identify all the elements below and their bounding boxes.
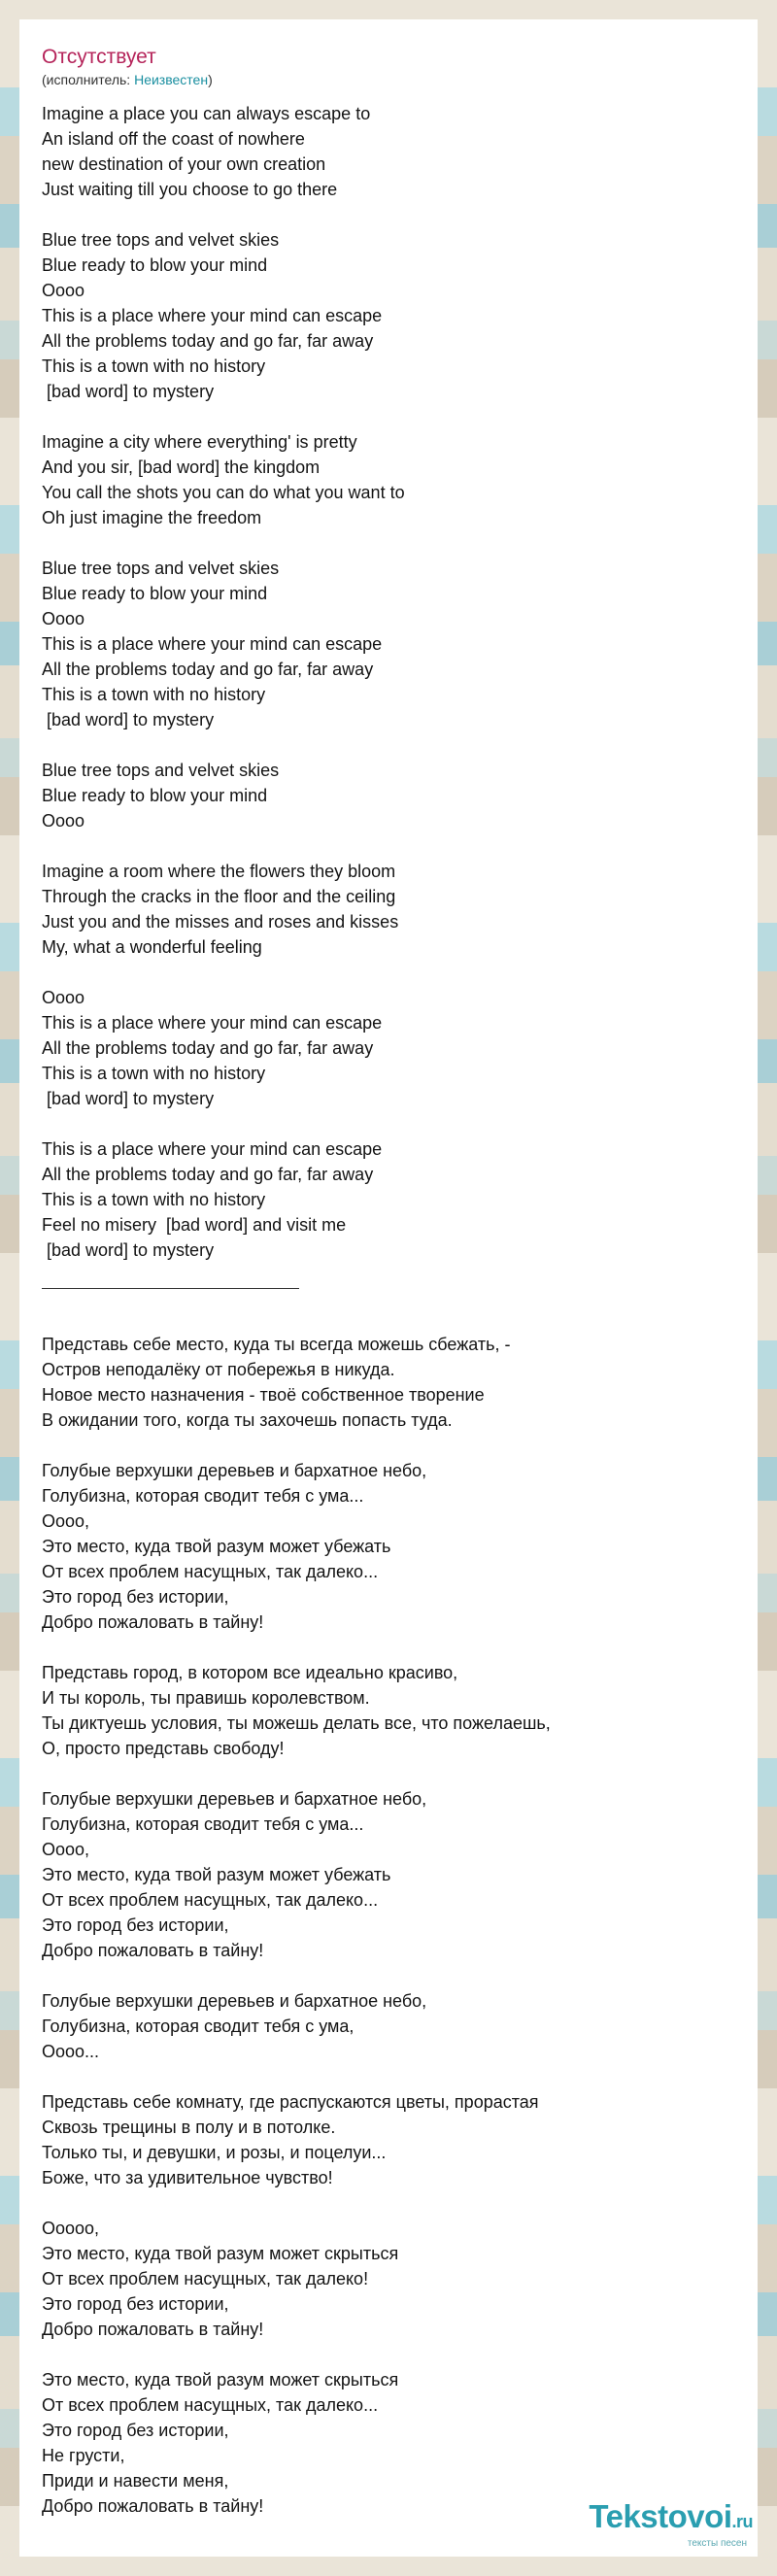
logo-tld: .ru <box>731 2512 753 2531</box>
lyric-line: Представь город, в котором все идеально красиво, <box>42 1663 458 1682</box>
lyric-line: Добро пожаловать в тайну! <box>42 2320 264 2339</box>
lyric-line: Feel no misery [bad word] and visit me <box>42 1215 347 1235</box>
lyric-line: Oooo <box>42 988 85 1007</box>
lyric-line: Голубизна, которая сводит тебя с ума, <box>42 2017 355 2036</box>
stanza <box>42 1988 722 2064</box>
lyric-line: Добро пожаловать в тайну! <box>42 1612 264 1632</box>
lyric-line: Остров неподалёку от побережья в никуда. <box>42 1360 395 1379</box>
lyric-line: Blue tree tops and velvet skies <box>42 559 280 578</box>
lyric-line: В ожидании того, когда ты захочешь попасть туда. <box>42 1410 453 1430</box>
lyric-line: От всех проблем насущных, так далеко... <box>42 1890 379 1910</box>
logo-name: Tekstovoi <box>589 2498 732 2534</box>
logo-tagline: тексты песен <box>687 2538 747 2549</box>
lyric-line: [bad word] to mystery <box>42 710 215 729</box>
lyric-line: All the problems today and go far, far away <box>42 1038 374 1058</box>
lyric-line: Blue ready to blow your mind <box>42 255 268 275</box>
lyric-line: This is a town with no history <box>42 1064 266 1083</box>
stanza <box>42 556 722 732</box>
lyric-line: Голубизна, которая сводит тебя с ума... <box>42 1486 364 1506</box>
lyric-line: Just waiting till you choose to go there <box>42 180 338 199</box>
lyric-line: Приди и навести меня, <box>42 2471 229 2491</box>
lyric-line: All the problems today and go far, far away <box>42 660 374 679</box>
lyric-line: Oooo <box>42 281 85 300</box>
song-title: Отсутствует <box>42 46 156 68</box>
lyric-line: От всех проблем насущных, так далеко... <box>42 1562 379 1581</box>
lyrics-body <box>42 101 722 2544</box>
lyrics-separator <box>42 1288 299 1289</box>
lyric-line: Сквозь трещины в полу и в потолке. <box>42 2118 336 2137</box>
lyric-line: Blue ready to blow your mind <box>42 584 268 603</box>
translated-lyrics <box>42 1332 722 2519</box>
lyric-line: new destination of your own creation <box>42 154 326 174</box>
lyric-line: And you sir, [bad word] the kingdom <box>42 458 321 477</box>
stanza <box>42 758 722 833</box>
lyric-line: All the problems today and go far, far away <box>42 331 374 351</box>
stanza <box>42 1786 722 1963</box>
lyric-line: This is a town with no history <box>42 685 266 704</box>
lyric-line: Добро пожаловать в тайну! <box>42 1941 264 1960</box>
artist-line <box>42 71 213 88</box>
stanza <box>42 1332 722 1433</box>
lyric-line: Oooo <box>42 811 85 830</box>
lyric-line: Blue tree tops and velvet skies <box>42 230 280 250</box>
lyric-line: Голубые верхушки деревьев и бархатное небо, <box>42 1789 427 1809</box>
lyric-line: Blue ready to blow your mind <box>42 786 268 805</box>
lyric-line: Это город без истории, <box>42 1587 229 1607</box>
lyric-line: Oh just imagine the freedom <box>42 508 262 527</box>
lyric-line: Imagine a place you can always escape to <box>42 104 371 123</box>
lyric-line: This is a place where your mind can escape <box>42 1139 383 1159</box>
lyric-line: Добро пожаловать в тайну! <box>42 2496 264 2516</box>
lyric-line: This is a town with no history <box>42 1190 266 1209</box>
lyric-line: This is a place where your mind can escape <box>42 634 383 654</box>
lyric-line: От всех проблем насущных, так далеко... <box>42 2395 379 2415</box>
stanza <box>42 2367 722 2519</box>
stanza <box>42 101 722 202</box>
lyric-line: [bad word] to mystery <box>42 1240 215 1260</box>
stanza <box>42 1136 722 1263</box>
lyric-line: Imagine a city where everything' is pretty <box>42 432 357 452</box>
lyric-line: You call the shots you can do what you want to <box>42 483 405 502</box>
stanza <box>42 859 722 960</box>
lyric-line: Оооо... <box>42 2042 100 2061</box>
stanza <box>42 1660 722 1761</box>
original-lyrics <box>42 101 722 1263</box>
lyric-line: Imagine a room where the flowers they bloom <box>42 862 396 881</box>
lyric-line: Новое место назначения - твоё собственное творение <box>42 1385 485 1405</box>
lyric-line: О, просто представь свободу! <box>42 1739 285 1758</box>
artist-suffix: ) <box>208 72 213 87</box>
lyric-line: This is a place where your mind can escape <box>42 306 383 325</box>
stanza <box>42 1458 722 1635</box>
lyric-line: [bad word] to mystery <box>42 382 215 401</box>
stanza <box>42 429 722 530</box>
logo-wordmark <box>589 2500 753 2538</box>
artist-link[interactable]: Неизвестен <box>134 72 209 87</box>
lyric-line: Не грусти, <box>42 2446 125 2465</box>
stanza <box>42 2089 722 2190</box>
stanza <box>42 227 722 404</box>
lyric-line: Это место, куда твой разум может убежать <box>42 1865 391 1884</box>
lyric-line: This is a place where your mind can escape <box>42 1013 383 1033</box>
artist-prefix: (исполнитель: <box>42 72 135 87</box>
lyric-line: Оооо, <box>42 1840 90 1859</box>
lyric-line: От всех проблем насущных, так далеко! <box>42 2269 369 2288</box>
lyric-line: Это город без истории, <box>42 2421 229 2440</box>
lyrics-card <box>19 19 758 2557</box>
lyric-line: Представь себе место, куда ты всегда можешь сбежать, - <box>42 1335 511 1354</box>
lyric-line: Это место, куда твой разум может скрыться <box>42 2244 399 2263</box>
lyric-line: Оооо, <box>42 1511 90 1531</box>
lyric-line: Blue tree tops and velvet skies <box>42 761 280 780</box>
lyric-line: Это место, куда твой разум может убежать <box>42 1537 391 1556</box>
lyric-line: Голубизна, которая сводит тебя с ума... <box>42 1814 364 1834</box>
lyric-line: Ооооо, <box>42 2219 100 2238</box>
lyric-line: All the problems today and go far, far away <box>42 1165 374 1184</box>
lyric-line: Это город без истории, <box>42 1915 229 1935</box>
lyric-line: Это место, куда твой разум может скрыться <box>42 2370 399 2390</box>
lyric-line: Just you and the misses and roses and kisses <box>42 912 399 932</box>
stanza <box>42 985 722 1111</box>
site-logo[interactable] <box>589 2500 753 2549</box>
lyric-line: Это город без истории, <box>42 2294 229 2314</box>
lyric-line: Ты диктуешь условия, ты можешь делать все, что пожелаешь, <box>42 1713 551 1733</box>
lyric-line: An island off the coast of nowhere <box>42 129 305 149</box>
lyric-line: Oooo <box>42 609 85 628</box>
lyric-line: Голубые верхушки деревьев и бархатное небо, <box>42 1461 427 1480</box>
lyric-line: Представь себе комнату, где распускаются цветы, прорастая <box>42 2092 539 2112</box>
lyric-line: This is a town with no history <box>42 356 266 376</box>
lyric-line: Голубые верхушки деревьев и бархатное небо, <box>42 1991 427 2011</box>
lyric-line: [bad word] to mystery <box>42 1089 215 1108</box>
lyric-line: Боже, что за удивительное чувство! <box>42 2168 333 2187</box>
lyric-line: Только ты, и девушки, и розы, и поцелуи... <box>42 2143 387 2162</box>
lyric-line: И ты король, ты правишь королевством. <box>42 1688 370 1708</box>
lyric-line: My, what a wonderful feeling <box>42 937 262 957</box>
lyric-line: Through the cracks in the floor and the ceiling <box>42 887 396 906</box>
stanza <box>42 2216 722 2342</box>
